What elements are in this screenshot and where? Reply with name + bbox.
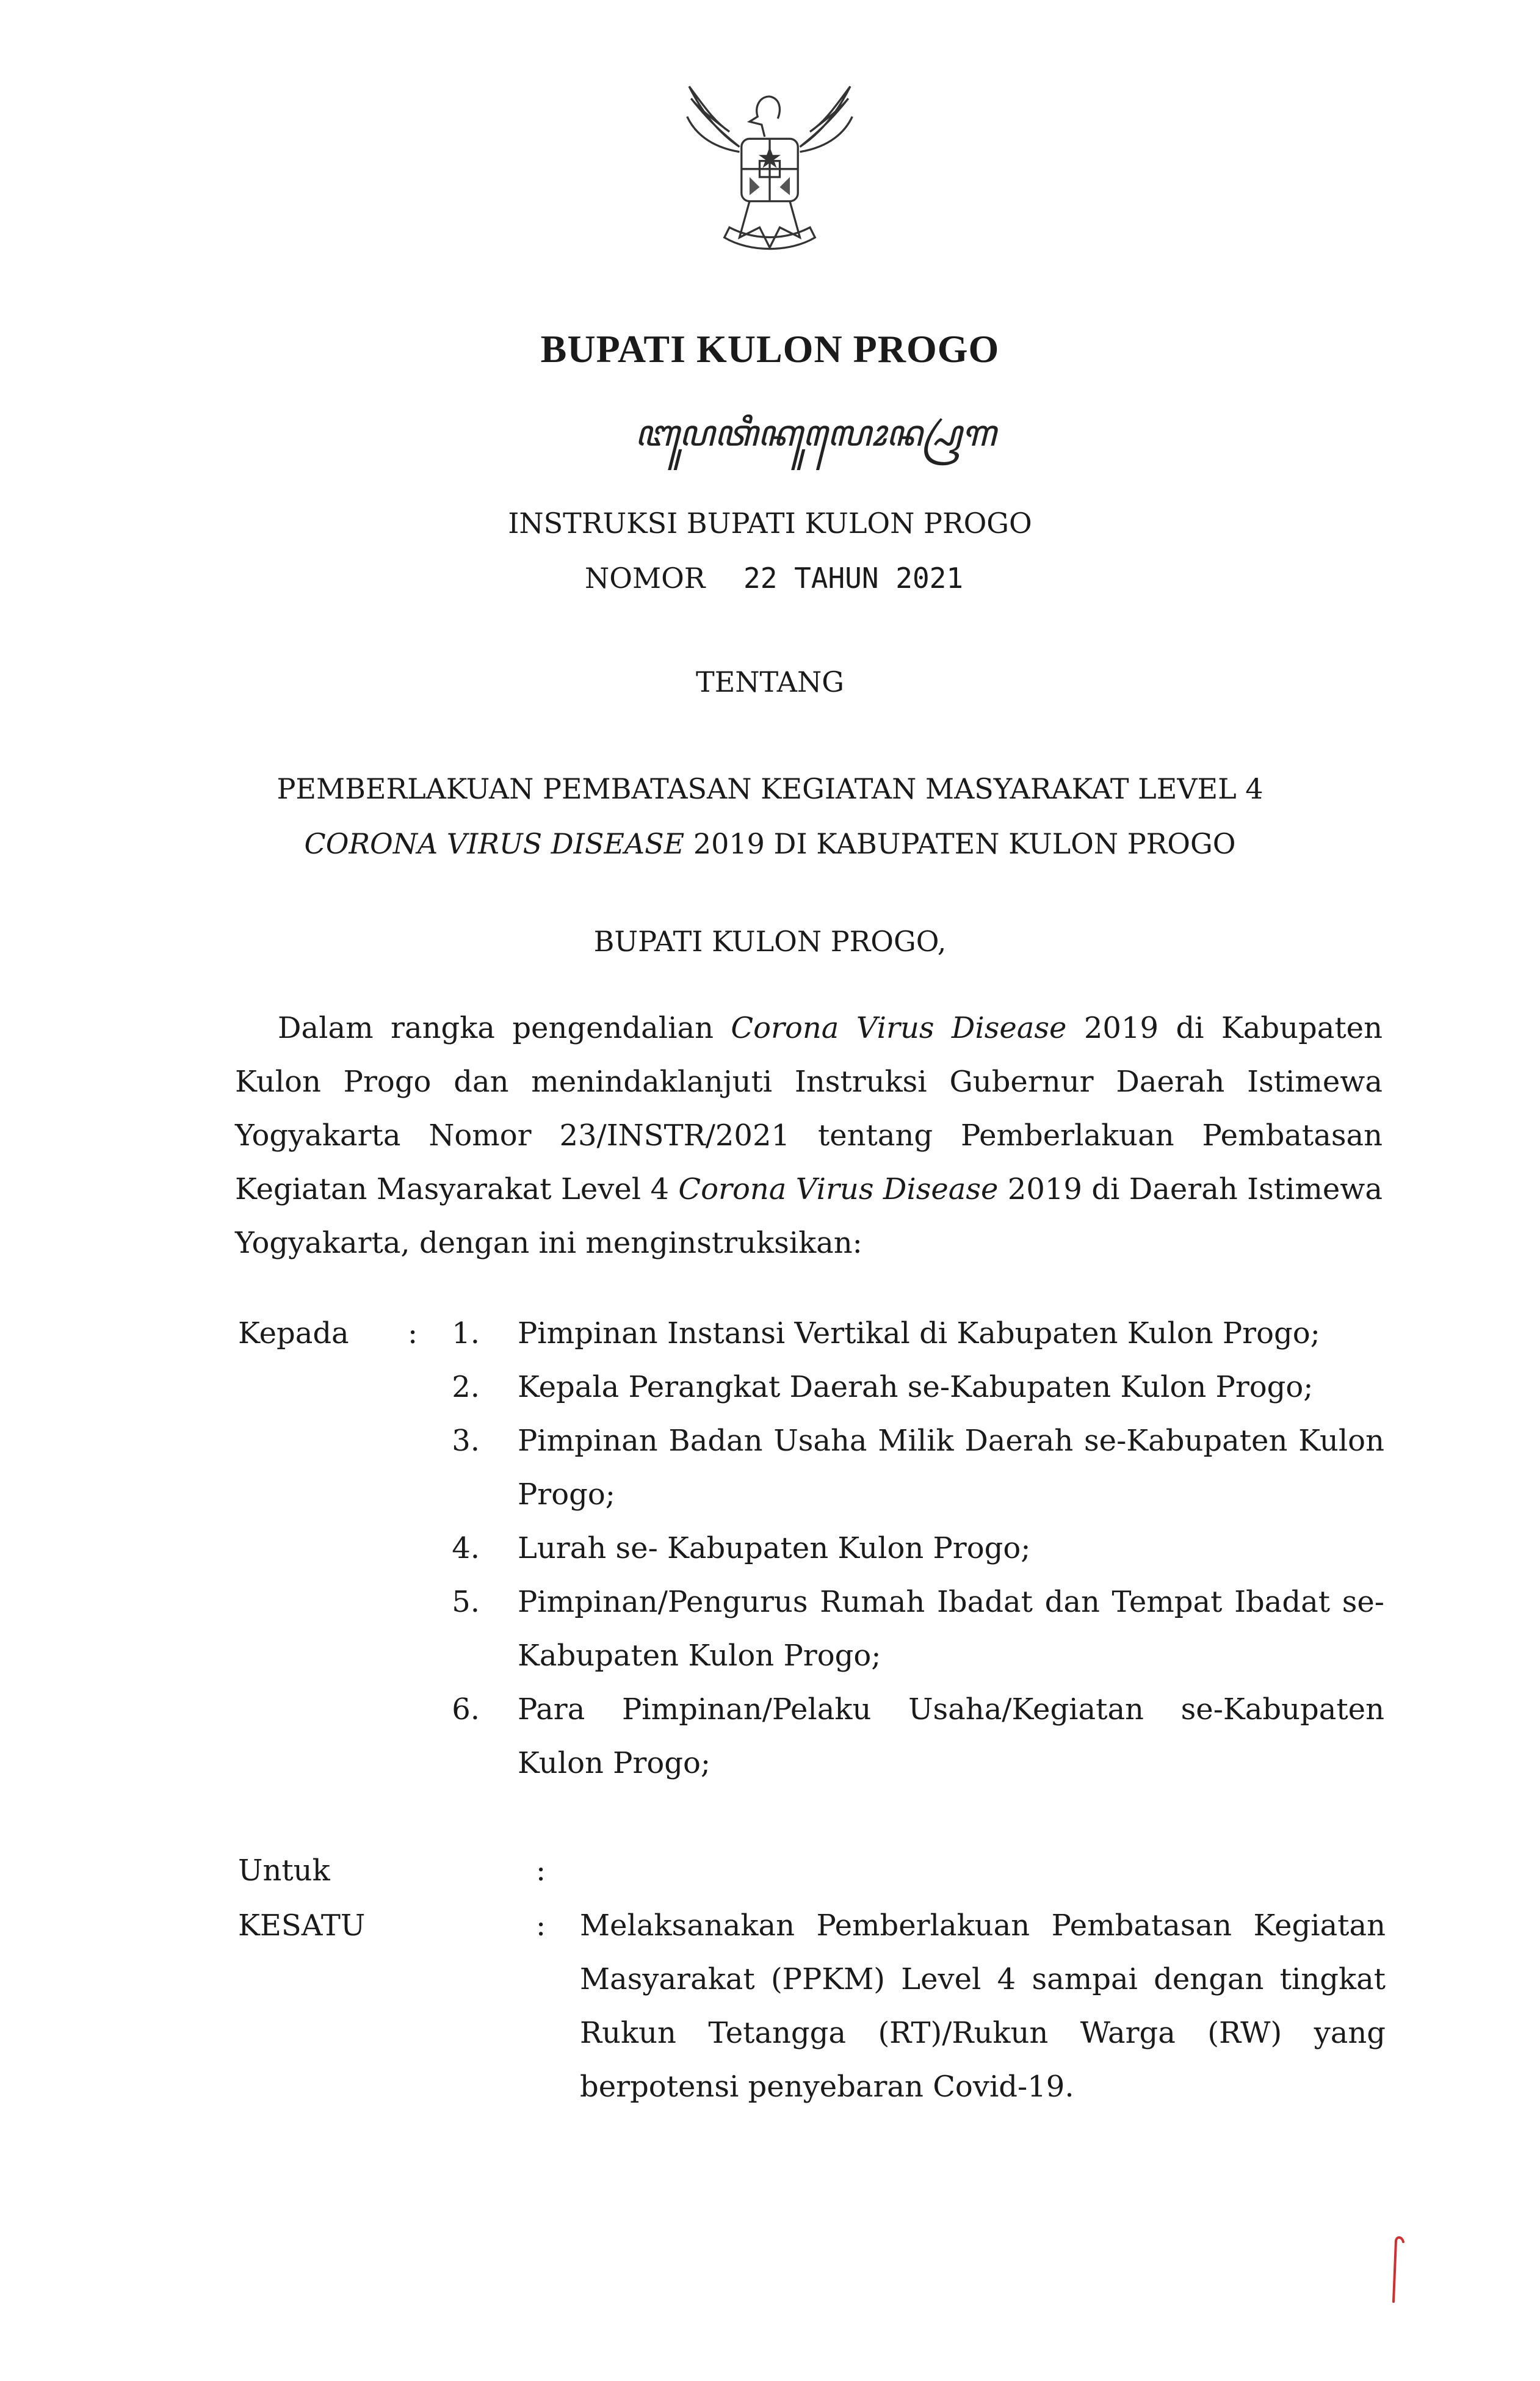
list-number: 1. — [452, 1316, 480, 1350]
subject-line-1: PEMBERLAKUAN PEMBATASAN KEGIATAN MASYARAKAT LEVEL 4 — [277, 772, 1263, 805]
subject-line-2 — [0, 827, 1540, 860]
tentang-label: TENTANG — [696, 665, 844, 698]
list-number: 2. — [452, 1370, 480, 1404]
list-item — [438, 1360, 1384, 1414]
list-item-text: Kepala Perangkat Daerah se-Kabupaten Kulon Progo; — [518, 1370, 1314, 1404]
svg-text:ꦧꦸꦥꦠꦶꦏꦸꦭꦺꦴꦤ꧀ꦥꦿꦒ: ꦧꦸꦥꦠꦶꦏꦸꦭꦺꦴꦤ꧀ꦥꦿꦒ — [635, 412, 996, 455]
kepada-label: Kepada — [238, 1316, 349, 1350]
list-number: 3. — [452, 1424, 480, 1458]
list-number: 6. — [452, 1692, 480, 1727]
nomor-value: 22 TAHUN 2021 — [743, 562, 964, 595]
untuk-label: Untuk — [238, 1854, 330, 1888]
preamble-paragraph — [235, 1001, 1383, 1270]
list-number: 4. — [452, 1531, 480, 1565]
document-title: BUPATI KULON PROGO — [540, 327, 1000, 371]
kesatu-text: Melaksanakan Pemberlakuan Pembatasan Kegiatan Masyarakat (PPKM) Level 4 sampai dengan tingkat Rukun Tetangga (RT)/Rukun Warga (RW) yang berpotensi penyebaran Covid-19. — [580, 1908, 1386, 2104]
garuda-pancasila-emblem — [669, 76, 870, 278]
subject-rest: 2019 DI KABUPATEN KULON PROGO — [684, 827, 1236, 860]
preamble-italic-2: Corona Virus Disease — [678, 1172, 999, 1206]
initial-paraf-mark — [1389, 2234, 1407, 2308]
kepada-colon: : — [408, 1316, 418, 1350]
preamble-text-2: 2019 di Kabupaten Kulon Progo dan menindaklanjuti Instruksi Gubernur Daerah Istimewa Yogyakarta Nomor 23/INSTR/2021 tentang Pemberlakuan Pembatasan Kegiatan Masyarakat Level 4 — [235, 1011, 1383, 1206]
kesatu-colon: : — [536, 1908, 546, 1943]
signatory-title: BUPATI KULON PROGO, — [593, 925, 947, 958]
list-item-text: Pimpinan/Pengurus Rumah Ibadat dan Tempat Ibadat se-Kabupaten Kulon Progo; — [518, 1585, 1384, 1673]
list-number: 5. — [452, 1585, 480, 1619]
subject-italic: CORONA VIRUS DISEASE — [304, 827, 685, 860]
list-item — [438, 1306, 1384, 1360]
list-item — [438, 1683, 1384, 1790]
untuk-colon: : — [536, 1854, 546, 1888]
list-item-text: Pimpinan Instansi Vertikal di Kabupaten Kulon Progo; — [518, 1316, 1320, 1350]
nomor-label: NOMOR — [585, 562, 706, 595]
list-item-text: Para Pimpinan/Pelaku Usaha/Kegiatan se-Kabupaten Kulon Progo; — [518, 1692, 1384, 1780]
list-item — [438, 1414, 1384, 1521]
list-item-text: Pimpinan Badan Usaha Milik Daerah se-Kabupaten Kulon Progo; — [518, 1424, 1384, 1512]
preamble-text-3: 2019 di Daerah Istimewa Yogyakarta, dengan ini menginstruksikan: — [235, 1172, 1383, 1260]
list-item-text: Lurah se- Kabupaten Kulon Progo; — [518, 1531, 1031, 1565]
instruction-heading: INSTRUKSI BUPATI KULON PROGO — [508, 507, 1032, 540]
recipient-list — [438, 1306, 1384, 1790]
preamble-text-1: Dalam rangka pengendalian — [278, 1011, 731, 1045]
javanese-script-line — [635, 403, 1062, 470]
preamble-italic-1: Corona Virus Disease — [731, 1011, 1067, 1045]
kesatu-label: KESATU — [238, 1908, 366, 1943]
list-item — [438, 1521, 1384, 1575]
list-item — [438, 1575, 1384, 1683]
